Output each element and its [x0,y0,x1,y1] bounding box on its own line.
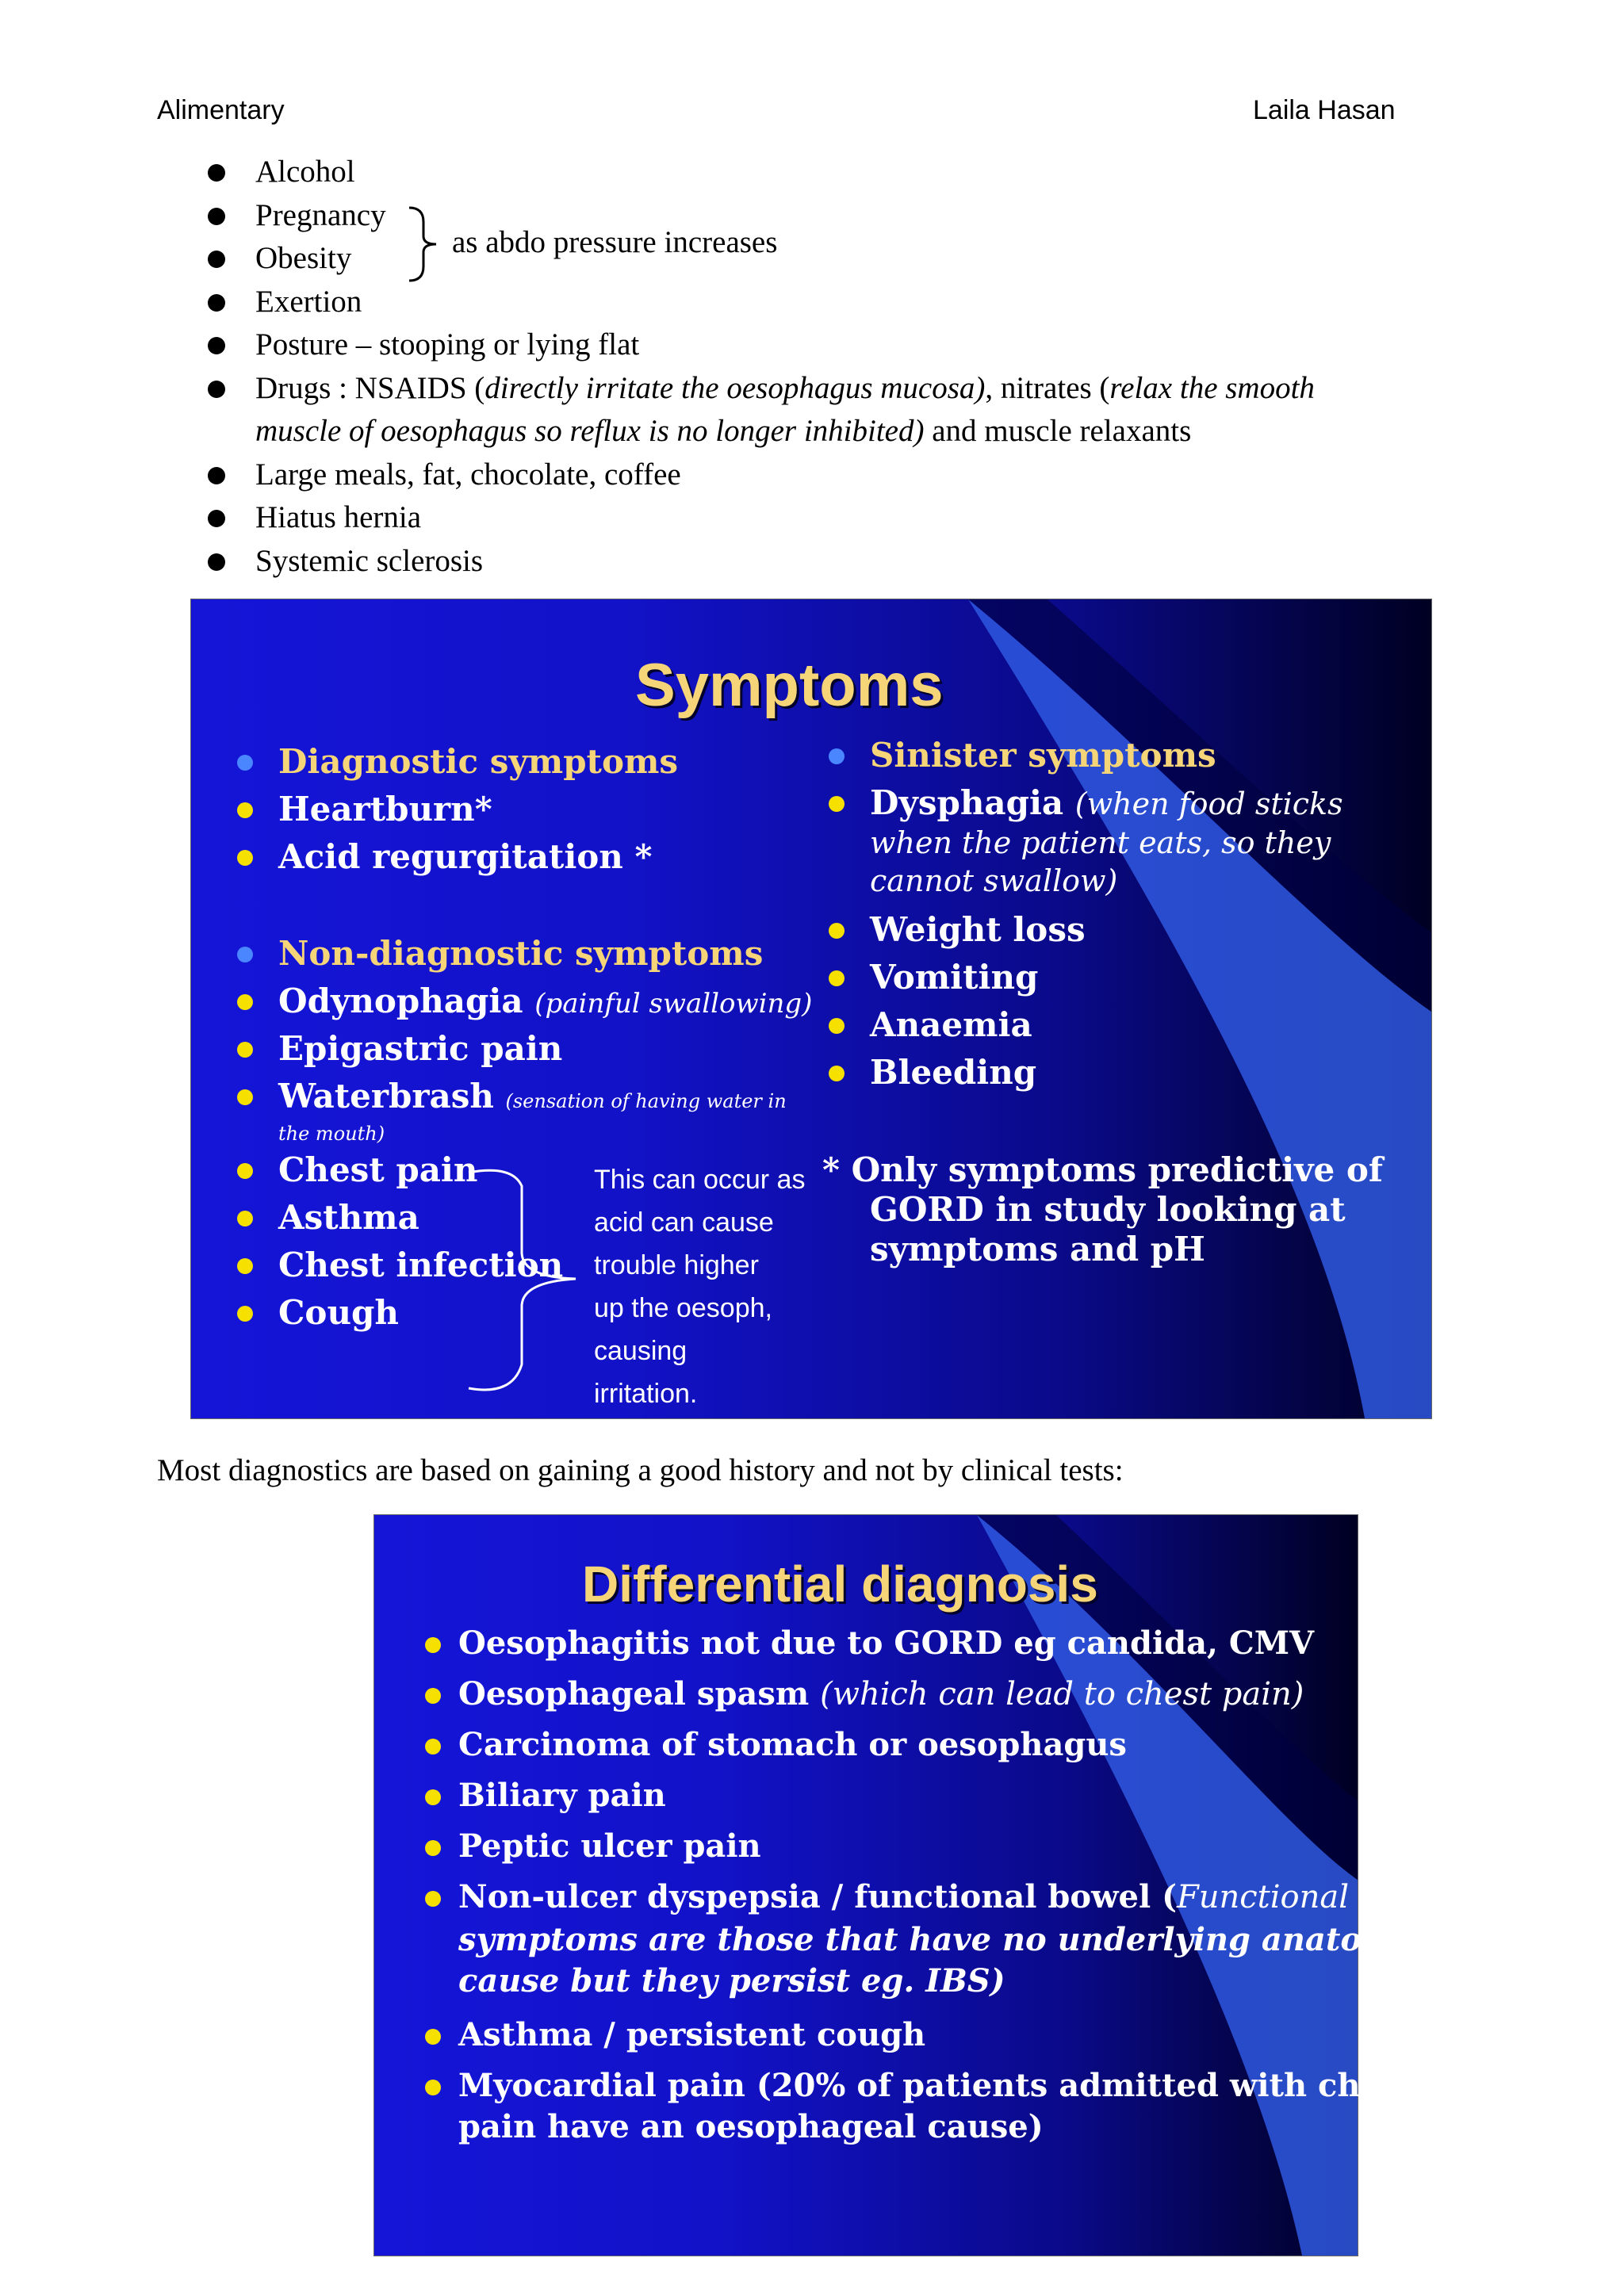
bullet-icon [237,1306,253,1322]
list-item: Myocardial pain (20% of patients admitted with chest [458,2067,1413,2104]
bullet-icon [237,1163,253,1179]
list-item: Large meals, fat, chocolate, coffee [198,453,1435,497]
bullet-icon [425,1840,441,1856]
bullet-icon [425,1789,441,1805]
bullet-icon [237,994,253,1010]
white-brace-icon [465,1166,592,1396]
list-item: Weight loss [870,910,1086,949]
bullet-icon [237,1089,253,1105]
bullet-icon [237,1258,253,1274]
bullet-icon [829,748,845,764]
list-item: Non-ulcer dyspepsia / functional bowel (Functional [458,1878,1349,1915]
bullet-dot-icon [208,510,225,527]
bullet-dot-icon [208,381,225,398]
list-item: Systemic sclerosis [198,540,1435,584]
bullet-icon [237,1211,253,1226]
bullet-icon [237,850,253,866]
bullet-icon [425,2080,441,2095]
list-item: Epigastric pain [278,1029,562,1068]
list-item: Asthma / persistent cough [458,2016,925,2053]
bullet-dot-icon [208,208,225,225]
bullet-icon [829,1018,845,1034]
bullet-icon [829,796,845,812]
list-item: Dysphagia (when food sticks [870,783,1343,822]
footnote: symptoms and pH [870,1230,1205,1269]
bullet-icon [425,2029,441,2045]
bullet-icon [237,1042,253,1058]
functional-note: symptoms are those that have no underlying anatomical [458,1921,1459,1958]
footnote: * Only symptoms predictive of [822,1150,1383,1189]
header-left: Alimentary [157,95,285,125]
list-item: Oesophageal spasm (which can lead to chest pain) [458,1675,1304,1712]
list-item: Chest infection [278,1246,563,1284]
bullet-dot-icon [208,553,225,571]
bullet-icon [237,947,253,962]
list-item: Waterbrash (sensation of having water in [278,1077,787,1115]
slide-title: Differential diagnosis [582,1556,1098,1613]
bullet-icon [829,1066,845,1081]
list-item: Carcinoma of stomach or oesophagus [458,1726,1127,1763]
bullet-icon [829,923,845,939]
dysphagia-note: cannot swallow) [870,863,1118,898]
annotation-note: This can occur as acid can cause trouble higher up the oesoph, causing irritation. [594,1165,806,1409]
slide-title: Symptoms [635,652,944,719]
list-item: Drugs : NSAIDS (directly irritate the oesophagus mucosa), nitrates (relax the smooth muscle of oesophagus so reflux is no longer inhibited) and muscle relaxants [198,367,1435,453]
bullet-dot-icon [208,251,225,268]
list-item: Biliary pain [458,1777,666,1814]
list-item: Cough [278,1293,399,1332]
functional-note: cause but they persist eg. IBS) [458,1962,1005,1999]
list-item: Bleeding [870,1053,1036,1092]
list-item: Alcohol [198,151,1435,194]
dysphagia-note: when the patient eats, so they [870,825,1331,860]
list-item: Anaemia [870,1005,1032,1044]
list-item: Odynophagia (painful swallowing) [278,982,812,1020]
bullet-icon [425,1688,441,1704]
bullet-icon [237,802,253,818]
differential-diagnosis-slide [373,1514,1459,2256]
bullet-dot-icon [208,467,225,484]
footnote: GORD in study looking at [870,1190,1346,1229]
list-item: Vomiting [870,958,1038,997]
risk-factor-list [198,151,1435,583]
list-item: Exertion [198,281,1435,324]
diagnostic-heading: Diagnostic symptoms [278,742,678,781]
bullet-icon [425,1739,441,1755]
list-item: Heartburn* [278,790,492,828]
list-item: Oesophagitis not due to GORD eg candida, CMV [458,1624,1314,1662]
waterbrash-note: the mouth) [278,1123,385,1145]
nondiagnostic-heading: Non-diagnostic symptoms [278,934,763,973]
bullet-dot-icon [208,164,225,182]
sinister-heading: Sinister symptoms [870,736,1216,775]
body-paragraph: Most diagnostics are based on gaining a good history and not by clinical tests: [157,1453,1124,1487]
list-item: Obesity [198,237,1435,281]
list-item-continuation: pain have an oesophageal cause) [458,2108,1044,2145]
list-item: Posture – stooping or lying flat [198,323,1435,367]
bullet-icon [829,970,845,986]
list-item: Hiatus hernia [198,496,1435,540]
bullet-icon [425,1637,441,1653]
bullet-dot-icon [208,294,225,312]
list-item: Pregnancy [198,194,1435,238]
brace-annotation: as abdo pressure increases [452,225,778,259]
list-item: Peptic ulcer pain [458,1827,761,1865]
bullet-dot-icon [208,337,225,354]
list-item: Asthma [278,1198,419,1237]
curly-brace-icon [403,205,450,284]
bullet-icon [425,1891,441,1907]
header-right: Laila Hasan [1253,95,1396,125]
bullet-icon [237,755,253,771]
list-item: Chest pain [278,1150,477,1189]
list-item: Acid regurgitation * [278,837,652,876]
symptoms-slide [190,599,1432,1419]
